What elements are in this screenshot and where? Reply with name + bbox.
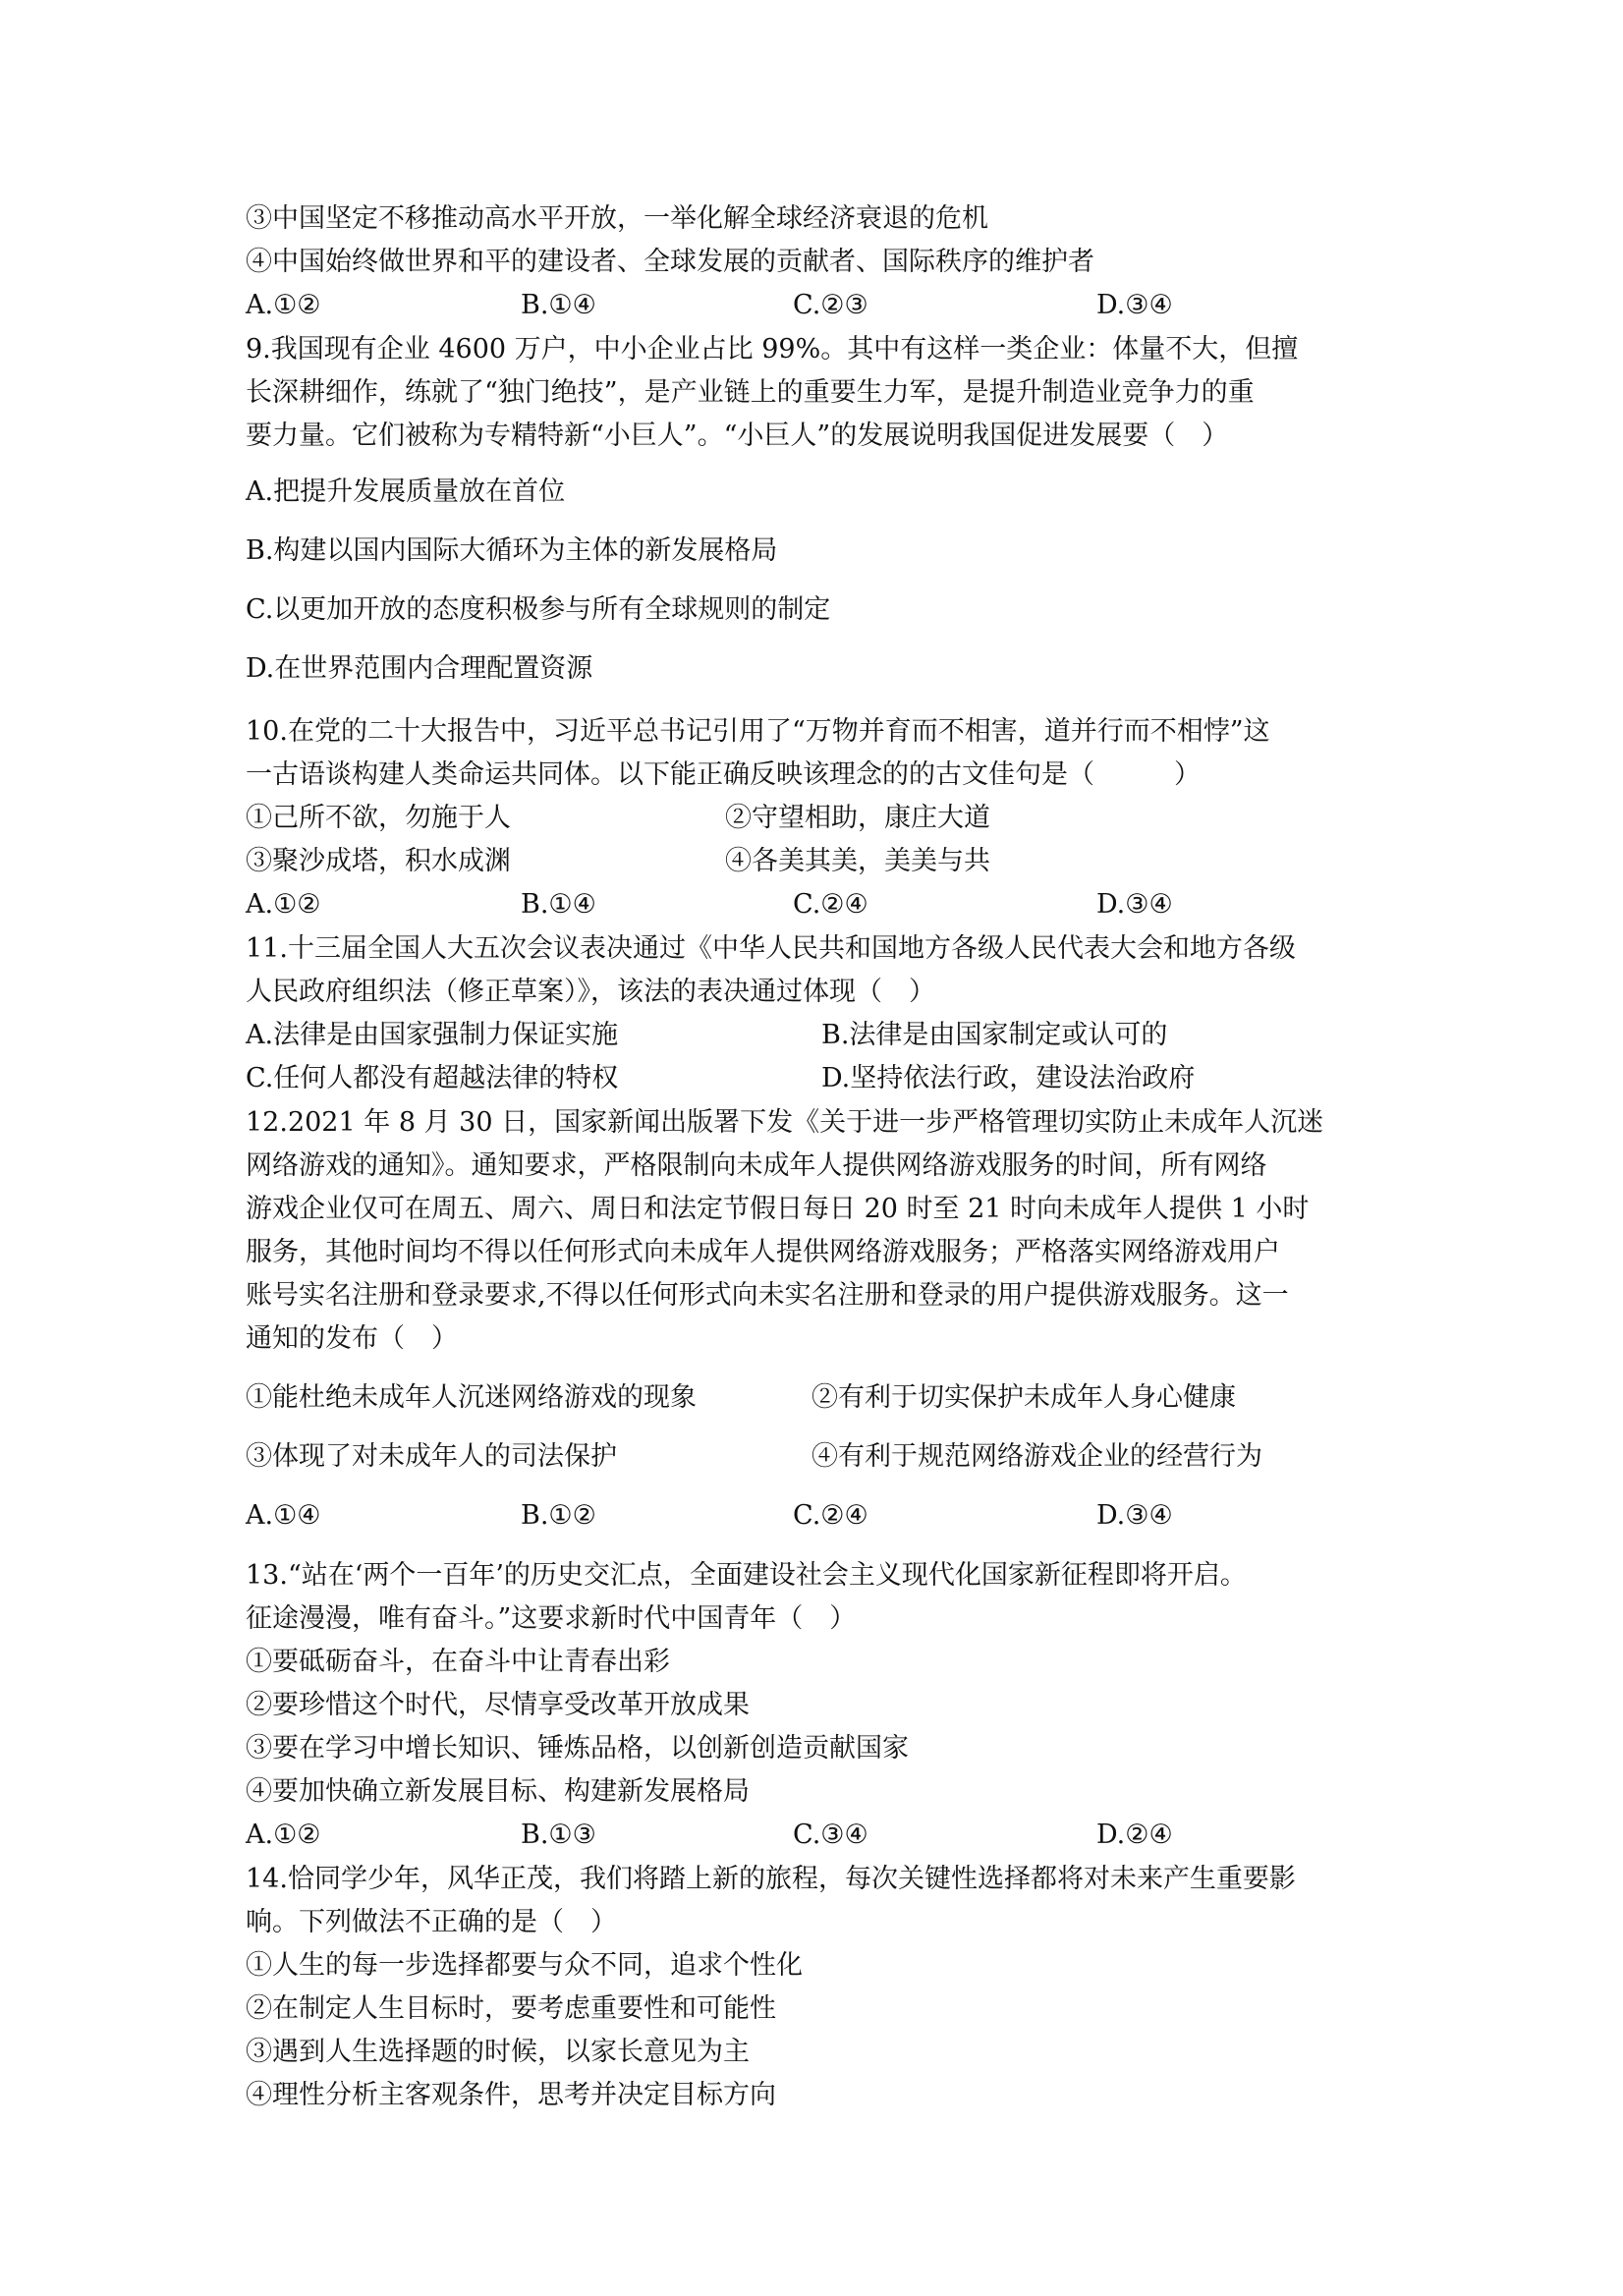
q12-statement-3: ③体现了对未成年人的司法保护 <box>246 1441 617 1472</box>
q14-statement-2: ②在制定人生目标时，要考虑重要性和可能性 <box>246 1993 776 2024</box>
q10-choice-c: C.②④ <box>793 889 868 920</box>
q13-statement-1: ①要砥砺奋斗，在奋斗中让青春出彩 <box>246 1647 670 1677</box>
q12-statement-2: ②有利于切实保护未成年人身心健康 <box>812 1382 1236 1413</box>
q12-stem-line-5: 账号实名注册和登录要求,不得以任何形式向未实名注册和登录的用户提供游戏服务。这一 <box>246 1280 1289 1311</box>
q10-stem-line-1: 10.在党的二十大报告中，习近平总书记引用了“万物并育而不相害，道并行而不相悖”这 <box>246 716 1270 747</box>
q9-option-d: D.在世界范围内合理配置资源 <box>246 653 593 684</box>
q10-statement-3: ③聚沙成塔，积水成渊 <box>246 846 511 876</box>
q9-option-b: B.构建以国内国际大循环为主体的新发展格局 <box>246 535 778 566</box>
q12-stem-line-4: 服务，其他时间均不得以任何形式向未成年人提供网络游戏服务；严格落实网络游戏用户 <box>246 1237 1280 1267</box>
q13-statement-4: ④要加快确立新发展目标、构建新发展格局 <box>246 1776 750 1807</box>
q8-choice-a: A.①② <box>246 290 321 320</box>
q13-choice-c: C.③④ <box>793 1820 868 1850</box>
q11-option-d: D.坚持依法行政，建设法治政府 <box>821 1063 1196 1093</box>
q12-choice-a: A.①④ <box>246 1500 321 1531</box>
q12-stem-line-2: 网络游戏的通知》。通知要求，严格限制向未成年人提供网络游戏服务的时间，所有网络 <box>246 1150 1267 1181</box>
q12-stem-line-3: 游戏企业仅可在周五、周六、周日和法定节假日每日 20 时至 21 时向未成年人提供 1 小时 <box>246 1194 1310 1224</box>
q10-statement-1: ①己所不欲，勿施于人 <box>246 803 511 833</box>
q13-stem-line-2: 征途漫漫，唯有奋斗。”这要求新时代中国青年（ ） <box>246 1603 857 1634</box>
q14-statement-4: ④理性分析主客观条件，思考并决定目标方向 <box>246 2080 776 2110</box>
q13-choice-b: B.①③ <box>521 1820 596 1850</box>
q13-choice-d: D.②④ <box>1096 1820 1173 1850</box>
q9-stem-line-2: 长深耕细作，练就了“独门绝技”，是产业链上的重要生力军，是提升制造业竞争力的重 <box>246 377 1255 408</box>
q12-stem-line-6: 通知的发布（ ） <box>246 1323 458 1354</box>
q11-option-c: C.任何人都没有超越法律的特权 <box>246 1063 619 1093</box>
q11-stem-line-1: 11.十三届全国人大五次会议表决通过《中华人民共和国地方各级人民代表大会和地方各级 <box>246 933 1296 964</box>
q9-stem-line-1: 9.我国现有企业 4600 万户，中小企业占比 99%。其中有这样一类企业：体量不大，但擅 <box>246 334 1299 364</box>
q10-statement-4: ④各美其美，美美与共 <box>725 846 990 876</box>
q8-choice-d: D.③④ <box>1096 290 1173 320</box>
q8-choice-b: B.①④ <box>521 290 596 320</box>
q10-choice-b: B.①④ <box>521 889 596 920</box>
q10-stem-line-2: 一古语谈构建人类命运共同体。以下能正确反映该理念的的古文佳句是（ ） <box>246 759 1201 790</box>
q14-statement-1: ①人生的每一步选择都要与众不同，追求个性化 <box>246 1950 803 1981</box>
q12-choice-c: C.②④ <box>793 1500 868 1531</box>
q11-option-b: B.法律是由国家制定或认可的 <box>821 1020 1168 1050</box>
q13-statement-2: ②要珍惜这个时代，尽情享受改革开放成果 <box>246 1690 750 1720</box>
q13-statement-3: ③要在学习中增长知识、锤炼品格，以创新创造贡献国家 <box>246 1733 909 1764</box>
q12-statement-4: ④有利于规范网络游戏企业的经营行为 <box>812 1441 1262 1472</box>
q14-statement-3: ③遇到人生选择题的时候，以家长意见为主 <box>246 2037 750 2067</box>
q10-choice-a: A.①② <box>246 889 321 920</box>
q12-choice-b: B.①② <box>521 1500 596 1531</box>
q11-option-a: A.法律是由国家强制力保证实施 <box>246 1020 619 1050</box>
q9-stem-line-3: 要力量。它们被称为专精特新“小巨人”。“小巨人”的发展说明我国促进发展要（ ） <box>246 420 1229 451</box>
q8-statement-4: ④中国始终做世界和平的建设者、全球发展的贡献者、国际秩序的维护者 <box>246 247 1094 277</box>
q12-choice-d: D.③④ <box>1096 1500 1173 1531</box>
q14-stem-line-1: 14.恰同学少年，风华正茂，我们将踏上新的旅程，每次关键性选择都将对未来产生重要影 <box>246 1864 1296 1894</box>
q13-stem-line-1: 13.“站在‘两个一百年’的历史交汇点，全面建设社会主义现代化国家新征程即将开启。 <box>246 1560 1247 1591</box>
q12-statement-1: ①能杜绝未成年人沉迷网络游戏的现象 <box>246 1382 697 1413</box>
q10-statement-2: ②守望相助，康庄大道 <box>725 803 990 833</box>
q14-stem-line-2: 响。下列做法不正确的是（ ） <box>246 1907 617 1937</box>
q10-choice-d: D.③④ <box>1096 889 1173 920</box>
q12-stem-line-1: 12.2021 年 8 月 30 日，国家新闻出版署下发《关于进一步严格管理切实防止未成年人沉迷 <box>246 1107 1324 1138</box>
q8-statement-3: ③中国坚定不移推动高水平开放，一举化解全球经济衰退的危机 <box>246 203 988 234</box>
q13-choice-a: A.①② <box>246 1820 321 1850</box>
q11-stem-line-2: 人民政府组织法（修正草案）》，该法的表决通过体现（ ） <box>246 977 935 1007</box>
q9-option-c: C.以更加开放的态度积极参与所有全球规则的制定 <box>246 594 831 625</box>
q9-option-a: A.把提升发展质量放在首位 <box>246 476 566 507</box>
q8-choice-c: C.②③ <box>793 290 868 320</box>
